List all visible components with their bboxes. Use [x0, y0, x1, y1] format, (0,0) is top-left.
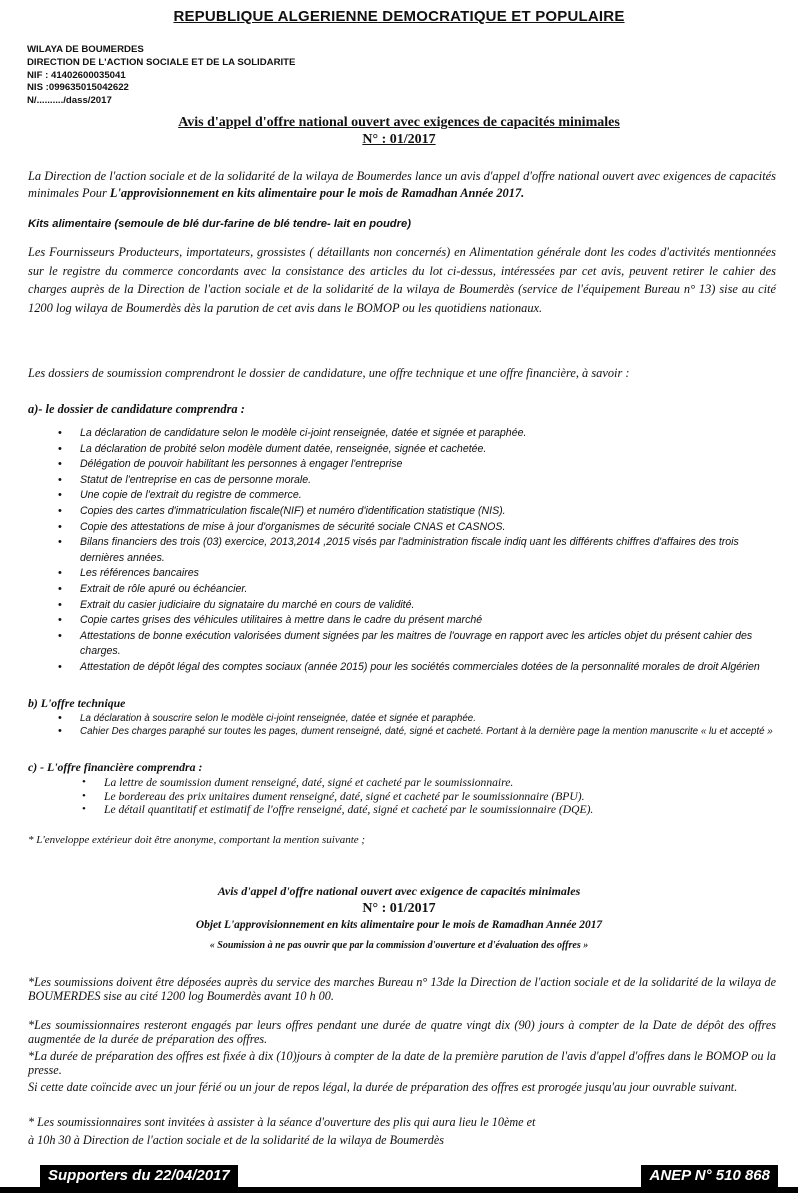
section-a-list: [52, 426, 778, 676]
section-b-title: b) L'offre technique: [28, 696, 126, 710]
nif-line: NIF : 41402600035041: [27, 69, 126, 81]
intro-object: L'approvisionnement en kits alimentaire pour le mois de Ramadhan Année 2017.: [109, 186, 525, 200]
list-item: • Extrait de rôle apuré ou échéancier.: [52, 582, 778, 598]
wilaya-line: WILAYA DE BOUMERDES: [27, 44, 144, 55]
section-c-title: c) - L'offre financière comprendra :: [28, 760, 203, 774]
list-item: • Les références bancaires: [52, 566, 778, 582]
note-validity: *Les soumissionnaires resteront engagés par leurs offres pendant une durée de quatre vingt dix (90) jours à compter de la Date de dépôt des offres augmentée de la durée de préparation des offres.: [28, 1018, 776, 1046]
section-c-list: [76, 776, 758, 817]
note-holiday: Si cette date coïncide avec un jour férié ou un jour de repos légal, la durée de préparation des offres est prorogée jusqu'au jour ouvrable suivant.: [28, 1080, 738, 1094]
footer-bar: [0, 1187, 798, 1193]
republic-header: REPUBLIQUE ALGERIENNE DEMOCRATIQUE ET POPULAIRE: [173, 8, 625, 25]
note-preparation: *La durée de préparation des offres est fixée à dix (10)jours à compter de la date de la première parution de l'avis d'appel d'offres dans le BOMOP ou la presse.: [28, 1049, 776, 1077]
section-a-title: a)- le dossier de candidature comprendra :: [28, 402, 245, 416]
footer-source: Supporters du 22/04/2017: [40, 1165, 238, 1187]
list-item: • La déclaration de candidature selon le modèle ci-joint renseignée, datée et signée et paraphée.: [52, 426, 778, 442]
list-item: • Cahier Des charges paraphé sur toutes les pages, dument renseigné, daté, signé et cacheté. Portant à la dernière page la mention manuscrite « lu et accepté »: [52, 725, 778, 738]
note-opening: * Les soumissionnaires sont invitées à assister à la séance d'ouverture des plis qui aura lieu le 10ème et: [28, 1115, 536, 1129]
list-item: • Le détail quantitatif et estimatif de l'offre renseigné, daté, signé et cacheté par le soumissionnaire (DQE).: [76, 803, 758, 817]
list-item: • La déclaration de probité selon modèle dument datée, renseignée, signée et cachetée.: [52, 442, 778, 458]
list-item: • Attestations de bonne exécution valorisées dument signées par les maitres de l'ouvrage en rapport avec les articles objet du présent cahier des charges.: [52, 629, 778, 660]
envelope-object: Objet L'approvisionnement en kits alimentaire pour le mois de Ramadhan Année 2017: [195, 919, 603, 931]
list-item: • Copies des cartes d'immatriculation fiscale(NIF) et numéro d'identification statistique (NIS).: [52, 504, 778, 520]
admin-block: [27, 44, 295, 108]
intro-text: La Direction de l'action sociale et de la solidarité de la wilaya de Boumerdes lance un avis d'appel d'offre national ouvert avec exigences de capacités minimales Pour: [28, 169, 776, 200]
list-item: • Statut de l'entreprise en cas de personne morale.: [52, 473, 778, 489]
envelope-number: N° : 01/2017: [362, 901, 436, 916]
intro-paragraph: [28, 168, 776, 202]
list-item: • Copie cartes grises des véhicules utilitaires à mettre dans le cadre du présent marché: [52, 613, 778, 629]
list-item: • Délégation de pouvoir habilitant les personnes à engager l'entreprise: [52, 457, 778, 473]
envelope-note: * L'enveloppe extérieur doit être anonyme, comportant la mention suivante ;: [28, 834, 366, 846]
nis-line: NIS :099635015042622: [27, 82, 129, 94]
list-item: • La lettre de soumission dument renseigné, daté, signé et cacheté par le soumissionnaire.: [76, 776, 758, 790]
list-item: • Bilans financiers des trois (03) exercice, 2013,2014 ,2015 visés par l'administration fiscale indiq uant les différents chiffres d'affaires des trois dernières années.: [52, 535, 778, 566]
section-b-list: [52, 712, 778, 738]
kits-line: Kits alimentaire (semoule de blé dur-farine de blé tendre- lait en poudre): [28, 218, 411, 230]
note-deposit: *Les soumissions doivent être déposées auprès du service des marches Bureau n° 13de la Direction de l'action sociale et de la solidarité de la wilaya de BOUMERDES sise au cité 1200 log Boumerdès avant 10 h 00.: [28, 975, 776, 1003]
note-opening-place: à 10h 30 à Direction de l'action sociale et de la solidarité de la wilaya de Boumerdès: [28, 1133, 445, 1147]
list-item: • Extrait du casier judiciaire du signataire du marché en cours de validité.: [52, 598, 778, 614]
suppliers-paragraph: Les Fournisseurs Producteurs, importateurs, grossistes ( détaillants non concernés) en Alimentation générale dont les codes d'activités mentionnées sur le registre du commerce concordants avec la consistance des articles du lot ci-dessus, intéressées par cet avis, peuvent retirer le cahier des charges auprès de la Direction de l'action sociale et de la solidarité de la wilaya de Boumerdès (service de l'équipement Bureau n° 13) sise au cité 1200 log wilaya de Boumerdès dès la parution de cet avis dans le BOMOP ou les quotidiens nationaux.: [28, 245, 776, 315]
notice-title: Avis d'appel d'offre national ouvert avec exigences de capacités minimales: [178, 115, 620, 130]
footer-anep-number: ANEP N° 510 868: [641, 1165, 778, 1187]
list-item: • Une copie de l'extrait du registre de commerce.: [52, 488, 778, 504]
envelope-warning: « Soumission à ne pas ouvrir que par la commission d'ouverture et d'évaluation des offres »: [209, 940, 589, 951]
direction-line: DIRECTION DE L'ACTION SOCIALE ET DE LA SOLIDARITE: [27, 56, 296, 68]
list-item: • La déclaration à souscrire selon le modèle ci-joint renseignée, datée et signée et paraphée.: [52, 712, 778, 725]
dossiers-paragraph: Les dossiers de soumission comprendront le dossier de candidature, une offre technique et une offre financière, à savoir :: [28, 366, 630, 380]
envelope-title: Avis d'appel d'offre national ouvert avec exigence de capacités minimales: [217, 884, 581, 898]
notice-title-block: [0, 114, 798, 148]
notice-number: N° : 01/2017: [362, 132, 436, 147]
reference-line: N/........../dass/2017: [27, 95, 112, 107]
list-item: • Attestation de dépôt légal des comptes sociaux (année 2015) pour les sociétés commerciales dotées de la personnalité morales de droit Algérien: [52, 660, 778, 676]
list-item: • Le bordereau des prix unitaires dument renseigné, daté, signé et cacheté par le soumissionnaire (BPU).: [76, 790, 758, 804]
list-item: • Copie des attestations de mise à jour d'organismes de sécurité sociale CNAS et CASNOS.: [52, 520, 778, 536]
